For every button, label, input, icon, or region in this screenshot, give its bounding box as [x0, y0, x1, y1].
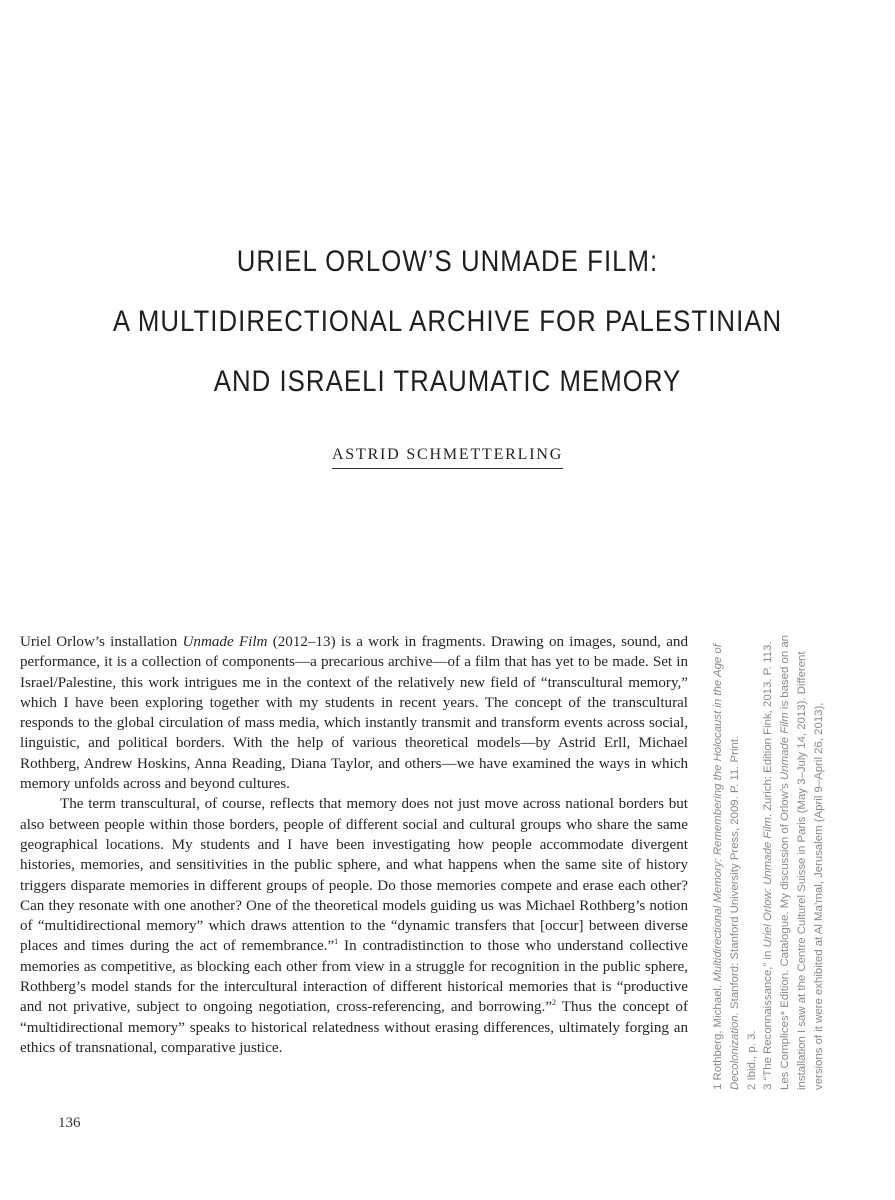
body-text [20, 632, 688, 1058]
work-title-italic: Unmade Film [182, 634, 268, 650]
footnotes-sidebar [710, 630, 828, 1090]
paragraph-2 [20, 794, 688, 1058]
author-name: ASTRID SCHMETTERLING [332, 446, 563, 469]
paragraph-2-text: The term transcultural, of course, reflects that memory does not just move across national borders but also between people within those borders, people of different social and cultural groups who share the same geographical locations. My students and I have been investigating how people accommodate divergent histories, memories, and sensitivities in the public sphere, and what happens when the same site of history triggers disparate memories in different groups of people. Do those memories compete and erase each other? Can they resonate with one another? One of the theoretical models guiding us was Michael Rothberg’s notion of “multidirectional memory” which draws attention to the “dynamic transfers that [occur] between diverse places and times during the act of remembrance.” [20, 796, 688, 955]
paragraph-1 [20, 632, 688, 794]
footnote-text: 3 “The Reconnaissance,” in [762, 947, 775, 1090]
footnote-ref-1: 1 [334, 937, 339, 947]
paragraph-2-text: In contradistinction to those who understand collective memories as competitive, as blocking each other from view in a struggle for recognition in the public sphere, Rothberg’s model stands for the intercultural interaction of different historical memories that is “productive and not privative, subject to ongoing negotiation, cross-referencing, and borrowing.” [20, 938, 688, 1016]
footnote-ref-2: 2 [552, 998, 557, 1008]
page-number: 136 [58, 1115, 81, 1131]
title-line-1: URIEL ORLOW’S UNMADE FILM: [236, 245, 659, 278]
footnote-italic: Multidirectional Memory: Remembering the Holocaust in the Age of Decolonization. [712, 644, 741, 1090]
footnote-text: . Zurich: Edition Fink, 2013. P. 113. Les Complices* Edition. Catalogue. My discussion of Orlow’s [762, 641, 792, 1090]
paragraph-1-text: Uriel Orlow’s installation [20, 634, 183, 650]
paragraph-2-text: Thus the concept of “multidirectional memory” speaks to historical relatedness without erasing differences, ultimately forging an ethics of transnational, comparative justice. [20, 999, 688, 1056]
title-line-3: AND ISRAELI TRAUMATIC MEMORY [213, 365, 682, 398]
article-title [0, 232, 895, 412]
footnote-text: is based on an installation I saw at the Centre Culturel Suisse in Paris (May 3–July 14, 2013). Different versions of it were exhibited at Al Ma’mal, Jerusalem (April 9–April 26, 2013), [779, 634, 825, 1090]
footnote-italic: Uriel Orlow: Unmade Film [762, 817, 775, 948]
paragraph-1-text: (2012–13) is a work in fragments. Drawing on images, sound, and performance, it is a collection of components—a precarious archive—of a film that has yet to be made. Set in Israel/Palestine, this work intrigues me in the context of the relatively new field of “transcultural memory,” which I have been exploring together with my students in recent years. The concept of the transcultural responds to the global circulation of mass media, which instantly transmit and transform events across social, linguistic, and political borders. With the help of various theoretical models—by Astrid Erll, Michael Rothberg, Andrew Hoskins, Anna Reading, Diana Taylor, and others—we have examined the ways in which memory unfolds across and beyond cultures. [20, 634, 689, 793]
title-line-2: A MULTIDIRECTIONAL ARCHIVE FOR PALESTINIAN [112, 305, 783, 338]
footnote-1 [710, 630, 744, 1090]
author-byline [0, 446, 895, 469]
footnote-3 [760, 630, 827, 1090]
footnote-2: 2 Ibid., p. 3. [745, 1030, 758, 1090]
footnote-text: 1 Rothberg, Michael. [712, 981, 724, 1090]
footnote-italic: Unmade Film [779, 712, 792, 780]
footnote-text: Stanford: Stanford University Press, 2009. P. 11. Print. [728, 735, 741, 1013]
